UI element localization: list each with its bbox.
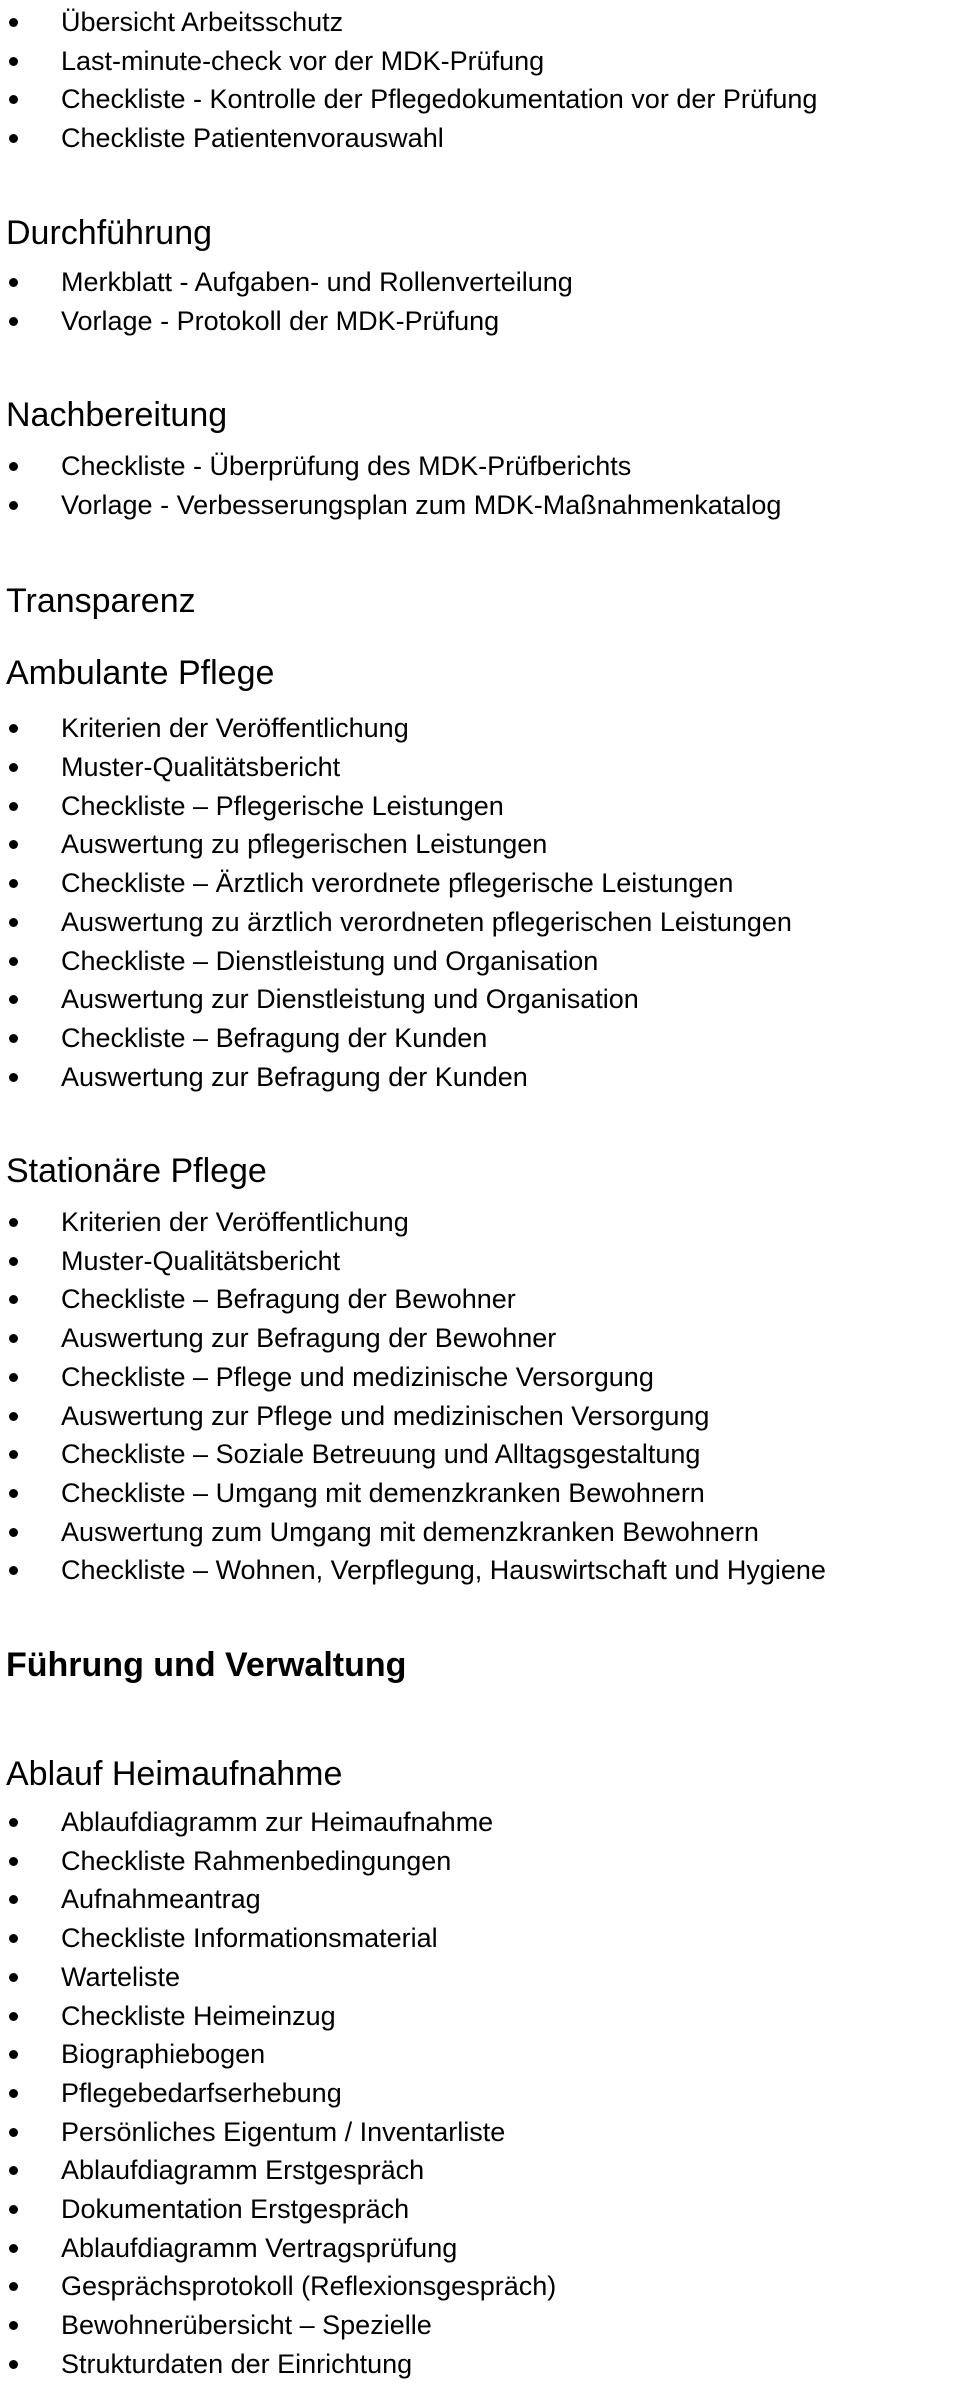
bullet-icon	[9, 57, 18, 66]
list-item-label: Auswertung zum Umgang mit demenzkranken Bewohnern	[61, 1516, 759, 1547]
bullet-icon	[9, 840, 18, 849]
list-item-label: Checkliste – Umgang mit demenzkranken Bewohnern	[61, 1477, 705, 1508]
section-heading-nachbereitung: Nachbereitung	[6, 396, 228, 434]
list-item-label: Auswertung zur Befragung der Kunden	[61, 1061, 528, 1092]
bullet-icon	[9, 957, 18, 966]
bullet-icon	[9, 1034, 18, 1043]
bullet-icon	[9, 2205, 18, 2214]
list-item-label: Checkliste – Dienstleistung und Organisation	[61, 945, 599, 976]
list-item-label: Auswertung zu pflegerischen Leistungen	[61, 829, 548, 860]
bullet-icon	[9, 763, 18, 772]
list-item-label: Muster-Qualitätsbericht	[61, 751, 341, 782]
list-item-label: Gesprächsprotokoll (Reflexionsgespräch)	[61, 2271, 557, 2302]
bullet-icon	[9, 1528, 18, 1537]
list-item-label: Kriterien der Veröffentlichung	[61, 713, 409, 743]
bullet-icon	[9, 1566, 18, 1575]
list-item-label: Checkliste Patientenvorauswahl	[61, 123, 444, 154]
list-item-label: Bewohnerübersicht – Spezielle	[61, 2310, 432, 2341]
list-item-label: Checkliste - Kontrolle der Pflegedokumentation vor der Prüfung	[61, 84, 818, 115]
bullet-icon	[9, 134, 18, 143]
list-item-label: Aufnahmeantrag	[61, 1884, 261, 1915]
list-item-label: Kriterien der Veröffentlichung	[61, 1207, 409, 1237]
bullet-icon	[9, 278, 18, 287]
list-item-label: Warteliste	[61, 1961, 181, 1992]
list-item-label: Persönliches Eigentum / Inventarliste	[61, 2116, 506, 2147]
bullet-icon	[9, 1218, 18, 1227]
list-item-label: Vorlage - Protokoll der MDK-Prüfung	[61, 305, 500, 336]
bullet-icon	[9, 1334, 18, 1343]
list-item-label: Last-minute-check vor der MDK-Prüfung	[61, 45, 545, 76]
bullet-icon	[9, 1373, 18, 1382]
list-item-label: Auswertung zur Befragung der Bewohner	[61, 1323, 557, 1354]
list-item-label: Checkliste Informationsmaterial	[61, 1923, 438, 1954]
list-item-label: Auswertung zur Pflege und medizinischen Versorgung	[61, 1400, 710, 1431]
bullet-icon	[9, 2050, 18, 2059]
bullet-icon	[9, 879, 18, 888]
bullet-icon	[9, 1450, 18, 1459]
section-heading-transparenz: Transparenz	[6, 582, 196, 620]
bullet-icon	[9, 1257, 18, 1266]
section-heading-ambulante-pflege: Ambulante Pflege	[6, 654, 275, 692]
bullet-icon	[9, 18, 18, 27]
section-heading-stationaere-pflege: Stationäre Pflege	[6, 1152, 267, 1190]
bullet-icon	[9, 995, 18, 1004]
list-item-label: Checkliste – Pflege und medizinische Versorgung	[61, 1361, 654, 1392]
bullet-icon	[9, 2166, 18, 2175]
bullet-icon	[9, 2282, 18, 2291]
list-item-label: Auswertung zu ärztlich verordneten pflegerischen Leistungen	[61, 906, 792, 937]
list-item-label: Checkliste – Soziale Betreuung und Alltagsgestaltung	[61, 1439, 701, 1470]
bullet-icon	[9, 2128, 18, 2137]
bullet-icon	[9, 95, 18, 104]
bullet-icon	[9, 1073, 18, 1082]
list-item-label: Strukturdaten der Einrichtung	[61, 2348, 413, 2379]
list-item-label: Checkliste - Überprüfung des MDK-Prüfberichts	[61, 451, 632, 481]
list-item-label: Checkliste – Befragung der Bewohner	[61, 1284, 516, 1315]
bullet-icon	[9, 2321, 18, 2330]
list-item-label: Dokumentation Erstgespräch	[61, 2194, 410, 2224]
list-item-label: Pflegebedarfserhebung	[61, 2077, 342, 2108]
bullet-icon	[9, 1934, 18, 1943]
list-item-label: Checkliste Heimeinzug	[61, 2000, 336, 2031]
bullet-icon	[9, 1973, 18, 1982]
list-item-label: Ablaufdiagramm Vertragsprüfung	[61, 2232, 458, 2263]
list-item-label: Checkliste – Ärztlich verordnete pflegerische Leistungen	[61, 868, 734, 898]
bullet-icon	[9, 501, 18, 510]
list-item-label: Ablaufdiagramm Erstgespräch	[61, 2155, 425, 2186]
list-item-label: Merkblatt - Aufgaben- und Rollenverteilung	[61, 267, 573, 297]
bullet-icon	[9, 724, 18, 733]
bullet-icon	[9, 1895, 18, 1904]
section-heading-ablauf-heimaufnahme: Ablauf Heimaufnahme	[6, 1755, 343, 1793]
bullet-icon	[9, 1295, 18, 1304]
section-heading-durchfuehrung: Durchführung	[6, 214, 213, 252]
bullet-icon	[9, 1818, 18, 1827]
bullet-icon	[9, 918, 18, 927]
list-item-label: Übersicht Arbeitsschutz	[61, 7, 344, 37]
list-item-label: Vorlage - Verbesserungsplan zum MDK-Maßnahmenkatalog	[61, 489, 782, 520]
section-heading-fuehrung-und-verwaltung: Führung und Verwaltung	[6, 1646, 407, 1684]
list-item-label: Checkliste – Wohnen, Verpflegung, Hauswirtschaft und Hygiene	[61, 1555, 826, 1586]
bullet-icon	[9, 2089, 18, 2098]
list-item-label: Checkliste – Befragung der Kunden	[61, 1023, 488, 1053]
bullet-icon	[9, 1857, 18, 1866]
bullet-icon	[9, 462, 18, 471]
list-item-label: Ablaufdiagramm zur Heimaufnahme	[61, 1807, 494, 1837]
bullet-icon	[9, 1489, 18, 1498]
list-item-label: Checkliste Rahmenbedingungen	[61, 1845, 452, 1876]
list-item-label: Biographiebogen	[61, 2039, 266, 2070]
list-item-label: Muster-Qualitätsbericht	[61, 1245, 341, 1276]
bullet-icon	[9, 2360, 18, 2369]
bullet-icon	[9, 802, 18, 811]
bullet-icon	[9, 1412, 18, 1421]
bullet-icon	[9, 2244, 18, 2253]
list-item-label: Checkliste – Pflegerische Leistungen	[61, 790, 504, 821]
bullet-icon	[9, 317, 18, 326]
bullet-icon	[9, 2012, 18, 2021]
list-item-label: Auswertung zur Dienstleistung und Organisation	[61, 984, 639, 1015]
